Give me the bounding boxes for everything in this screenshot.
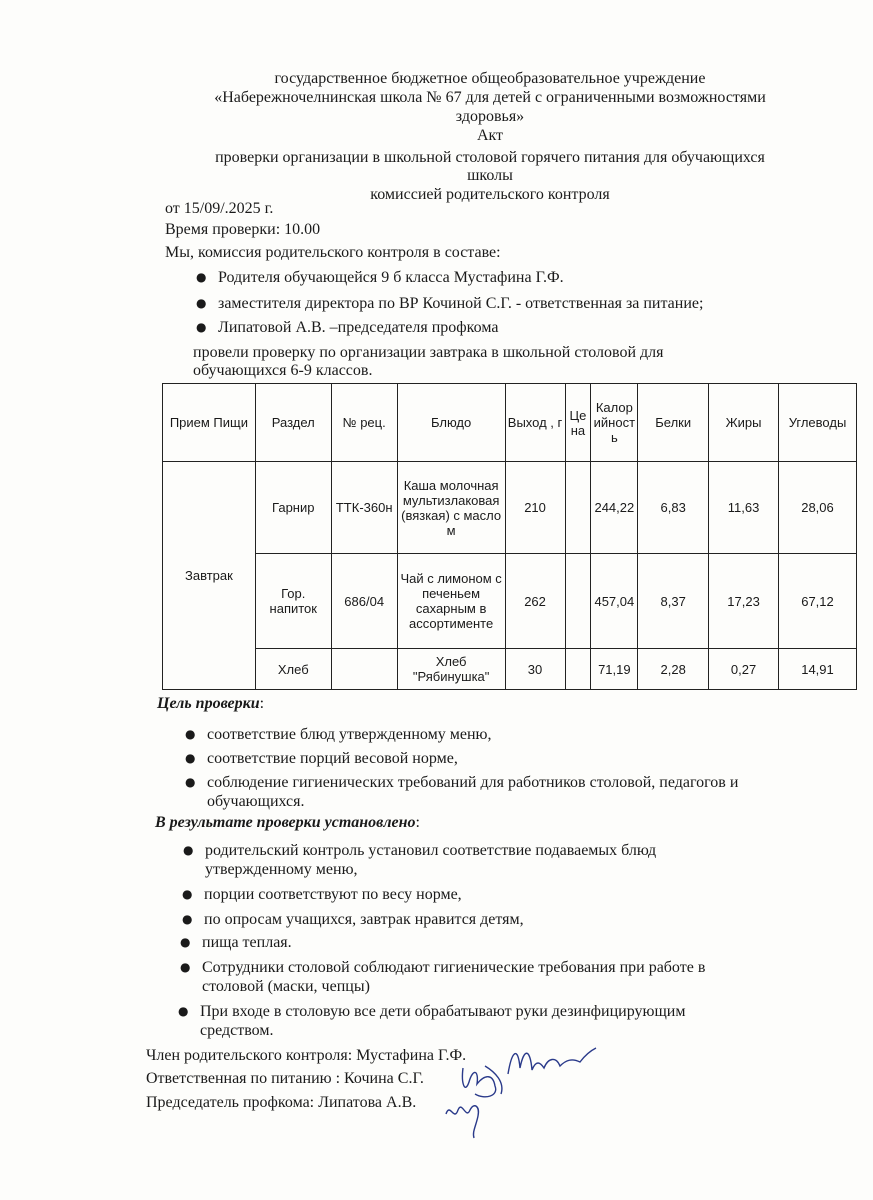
carbs-cell: 28,06 [779, 462, 857, 554]
section-cell: Гор. напиток [255, 554, 331, 649]
header-dish: Блюдо [397, 384, 505, 462]
calories-cell: 71,19 [591, 649, 638, 690]
list-item-continuation: утвержденному меню, [205, 861, 358, 878]
list-item-continuation: обучающихся. [207, 793, 305, 810]
meal-cell: Завтрак [163, 462, 256, 690]
bullet-icon: ● [196, 296, 207, 310]
header-fat: Жиры [709, 384, 779, 462]
bullet-icon: ● [178, 1004, 189, 1018]
bullet-icon: ● [182, 912, 193, 926]
list-item: ● Сотрудники столовой соблюдают гигиенические требования при работе в [180, 959, 706, 976]
act-subject-line2: школы [467, 167, 513, 184]
list-item: ● При входе в столовую все дети обрабатывают руки дезинфицирующим [178, 1003, 686, 1020]
signature-chair: Председатель профкома: Липатова А.В. [146, 1094, 417, 1111]
list-item: ● заместителя директора по ВР Кочиной С.Г. - ответственная за питание; [196, 295, 704, 312]
table-row [163, 554, 857, 649]
calories-cell: 457,04 [591, 554, 638, 649]
signature-responsible: Ответственная по питанию : Кочина С.Г. [146, 1070, 424, 1087]
org-name-line3: здоровья» [455, 108, 525, 125]
list-item: ● Родителя обучающейся 9 б класса Мустафина Г.Ф. [196, 269, 564, 286]
section-cell: Гарнир [255, 462, 331, 554]
bullet-icon: ● [185, 775, 196, 789]
list-item: ● соблюдение гигиенических требований для работников столовой, педагогов и [185, 774, 739, 791]
yield-cell: 210 [505, 462, 565, 554]
list-item: ● соответствие блюд утвержденному меню, [185, 726, 492, 743]
price-cell [565, 462, 591, 554]
price-cell [565, 649, 591, 690]
bullet-icon: ● [185, 727, 196, 741]
bullet-icon: ● [196, 320, 207, 334]
result-heading: В результате проверки установлено: [155, 814, 420, 831]
header-section: Раздел [255, 384, 331, 462]
recipe-cell [331, 649, 397, 690]
bullet-icon: ● [196, 270, 207, 284]
protein-cell: 8,37 [638, 554, 709, 649]
conducted-line1: провели проверку по организации завтрака в школьной столовой для [193, 344, 664, 361]
section-cell: Хлеб [255, 649, 331, 690]
list-item: ● по опросам учащихся, завтрак нравится детям, [182, 911, 524, 928]
header-recipe: № рец. [331, 384, 397, 462]
act-subject-line1: проверки организации в школьной столовой горячего питания для обучающихся [215, 149, 765, 166]
table-row [163, 649, 857, 690]
bullet-icon: ● [183, 843, 194, 857]
list-item: ● Липатовой А.В. –председателя профкома [196, 319, 499, 336]
dish-cell: Хлеб "Рябинушка" [397, 649, 505, 690]
conducted-line2: обучающихся 6-9 классов. [193, 362, 373, 379]
commission-intro: Мы, комиссия родительского контроля в составе: [165, 244, 501, 261]
bullet-icon: ● [182, 887, 193, 901]
yield-cell: 262 [505, 554, 565, 649]
table-row [163, 462, 857, 554]
org-name-line1: государственное бюджетное общеобразовательное учреждение [274, 70, 706, 87]
fat-cell: 11,63 [709, 462, 779, 554]
dish-cell: Чай с лимоном с печеньем сахарным в ассортименте [397, 554, 505, 649]
bullet-icon: ● [185, 751, 196, 765]
protein-cell: 2,28 [638, 649, 709, 690]
recipe-cell: 686/04 [331, 554, 397, 649]
handwritten-signature-icon [500, 1040, 600, 1080]
yield-cell: 30 [505, 649, 565, 690]
fat-cell: 0,27 [709, 649, 779, 690]
price-cell [565, 554, 591, 649]
header-protein: Белки [638, 384, 709, 462]
act-subject-line3: комиссией родительского контроля [370, 186, 610, 203]
table-header-row [163, 384, 857, 462]
carbs-cell: 67,12 [779, 554, 857, 649]
act-date: от 15/09/.2025 г. [165, 200, 274, 217]
header-calories: Калорийность [591, 384, 638, 462]
goal-heading: Цель проверки: [157, 695, 265, 712]
list-item: ● соответствие порций весовой норме, [185, 750, 458, 767]
fat-cell: 17,23 [709, 554, 779, 649]
carbs-cell: 14,91 [779, 649, 857, 690]
protein-cell: 6,83 [638, 462, 709, 554]
header-meal: Прием Пищи [163, 384, 256, 462]
header-price: Цена [565, 384, 591, 462]
bullet-icon: ● [180, 960, 191, 974]
check-time: Время проверки: 10.00 [165, 221, 321, 238]
signature-member: Член родительского контроля: Мустафина Г.Ф. [146, 1047, 467, 1064]
list-item: ● родительский контроль установил соответствие подаваемых блюд [183, 842, 657, 859]
dish-cell: Каша молочная мультизлаковая (вязкая) с маслом [397, 462, 505, 554]
menu-table [162, 383, 857, 690]
list-item-continuation: столовой (маски, чепцы) [202, 978, 370, 995]
list-item-continuation: средством. [200, 1022, 274, 1039]
bullet-icon: ● [180, 935, 191, 949]
header-yield: Выход , г [505, 384, 565, 462]
act-title: Акт [476, 127, 504, 144]
org-name-line2: «Набережночелнинская школа № 67 для детей с ограниченными возможностями [214, 89, 766, 106]
calories-cell: 244,22 [591, 462, 638, 554]
header-carbs: Углеводы [779, 384, 857, 462]
list-item: ● порции соответствуют по весу норме, [182, 886, 462, 903]
recipe-cell: ТТК-360н [331, 462, 397, 554]
list-item: ● пища теплая. [180, 934, 292, 951]
handwritten-signature-icon [440, 1092, 500, 1142]
